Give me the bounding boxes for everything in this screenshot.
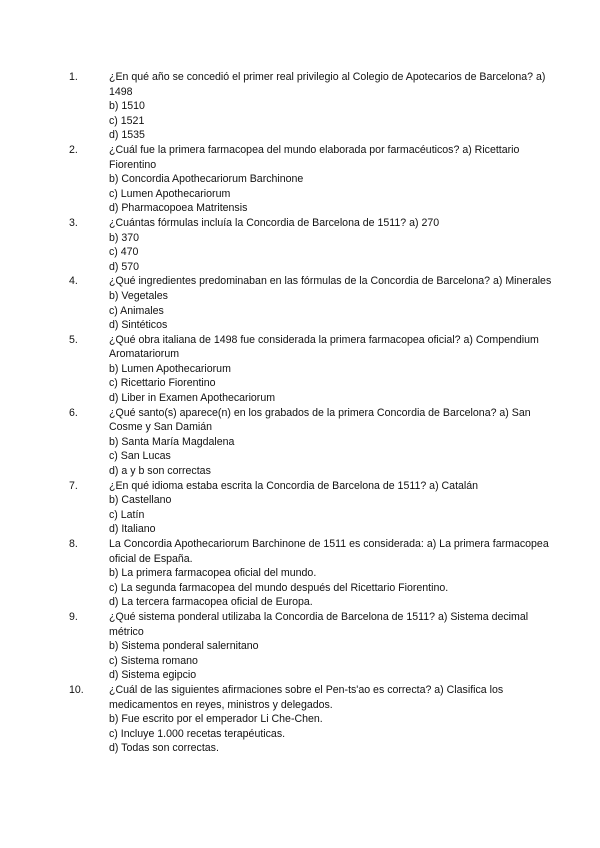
question-number: 6. <box>69 406 78 419</box>
question-number: 7. <box>69 479 78 492</box>
option-b: b) La primera farmacopea oficial del mundo. <box>109 567 317 580</box>
question-text: ¿Qué ingredientes predominaban en las fórmulas de la Concordia de Barcelona? a) Minerales <box>109 275 552 288</box>
option-d: d) La tercera farmacopea oficial de Europa. <box>109 596 313 609</box>
question-text: ¿Cuántas fórmulas incluía la Concordia de Barcelona de 1511? a) 270 <box>109 216 440 229</box>
option-d: d) Liber in Examen Apothecariorum <box>109 392 276 405</box>
option-b: b) Castellano <box>109 494 172 507</box>
question-number: 4. <box>69 275 78 288</box>
option-d: d) Italiano <box>109 523 156 536</box>
question-item <box>69 479 560 537</box>
question-number: 8. <box>69 538 78 550</box>
option-b: b) Fue escrito por el emperador Li Che-Chen. <box>109 713 323 726</box>
question-text: ¿Qué obra italiana de 1498 fue considerada la primera farmacopea oficial? a) Compendium Aromatariorum <box>109 333 539 361</box>
question-number: 5. <box>69 333 78 346</box>
question-item <box>69 216 560 274</box>
option-c: c) Lumen Apothecariorum <box>109 187 231 200</box>
option-b: b) Vegetales <box>109 289 168 302</box>
option-d: d) Sistema egipcio <box>109 669 197 682</box>
option-b: b) Sistema ponderal salernitano <box>109 640 259 653</box>
option-c: c) La segunda farmacopea del mundo después del Ricettario Fiorentino. <box>109 581 449 594</box>
option-b: b) 1510 <box>109 100 145 113</box>
option-c: c) San Lucas <box>109 450 171 463</box>
question-item <box>69 274 560 332</box>
question-number: 3. <box>69 216 78 229</box>
option-c: c) Incluye 1.000 recetas terapéuticas. <box>109 727 286 740</box>
option-b: b) Santa María Magdalena <box>109 435 235 448</box>
option-d: d) a y b son correctas <box>109 465 211 478</box>
question-item <box>69 406 560 479</box>
option-c: c) 1521 <box>109 114 145 127</box>
question-number: 2. <box>69 143 78 156</box>
question-item <box>69 683 560 756</box>
option-c: c) 470 <box>109 246 139 259</box>
question-number: 1. <box>69 71 78 83</box>
option-c: c) Sistema romano <box>109 654 198 667</box>
question-text: ¿Qué sistema ponderal utilizaba la Concordia de Barcelona de 1511? a) Sistema decimal métrico <box>109 610 529 638</box>
option-d: d) Pharmacopoea Matritensis <box>109 202 248 215</box>
question-text: La Concordia Apothecariorum Barchinone de 1511 es considerada: a) La primera farmacopea oficial de España. <box>109 538 549 565</box>
option-c: c) Animales <box>109 304 164 317</box>
question-item <box>69 610 560 683</box>
option-c: c) Ricettario Fiorentino <box>109 377 216 390</box>
question-item <box>69 537 560 610</box>
question-list <box>69 70 560 756</box>
question-text: ¿Cuál de las siguientes afirmaciones sobre el Pen-ts'ao es correcta? a) Clasifica los medicamentos en reyes, ministros y delegados. <box>109 683 504 711</box>
question-item <box>69 333 560 406</box>
option-c: c) Latín <box>109 508 145 521</box>
option-b: b) 370 <box>109 231 140 244</box>
question-text: ¿En qué año se concedió el primer real privilegio al Colegio de Apotecarios de Barcelona? a) 1498 <box>109 71 546 98</box>
question-text: ¿En qué idioma estaba escrita la Concordia de Barcelona de 1511? a) Catalán <box>109 479 479 492</box>
option-d: d) 570 <box>109 260 140 273</box>
question-item <box>69 70 560 143</box>
option-b: b) Lumen Apothecariorum <box>109 362 231 375</box>
question-number: 10. <box>69 683 84 696</box>
question-number: 9. <box>69 610 78 623</box>
option-d: d) 1535 <box>109 129 145 142</box>
question-item <box>69 143 560 216</box>
question-text: ¿Cuál fue la primera farmacopea del mundo elaborada por farmacéuticos? a) Ricettario Fiorentino <box>109 143 520 171</box>
option-d: d) Todas son correctas. <box>109 742 219 755</box>
option-b: b) Concordia Apothecariorum Barchinone <box>109 173 304 186</box>
question-text: ¿Qué santo(s) aparece(n) en los grabados de la primera Concordia de Barcelona? a) San Cosme y San Damián <box>109 406 531 434</box>
option-d: d) Sintéticos <box>109 319 168 332</box>
